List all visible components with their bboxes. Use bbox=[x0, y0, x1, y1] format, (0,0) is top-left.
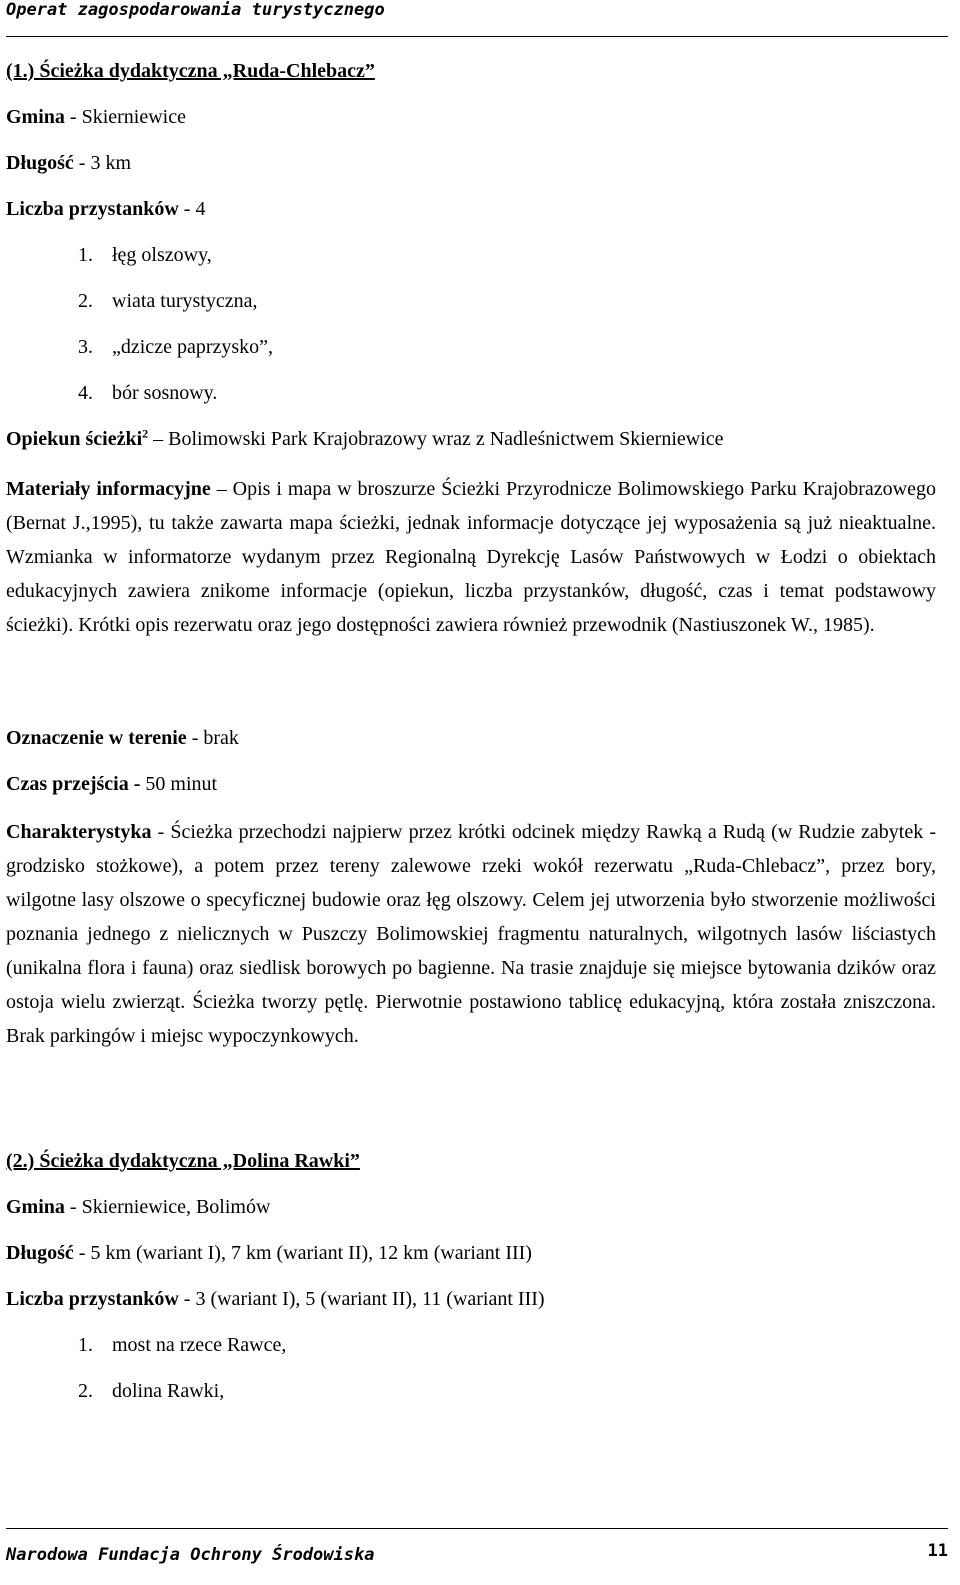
footer-divider bbox=[6, 1528, 948, 1529]
list-item-text: dolina Rawki, bbox=[112, 1380, 225, 1402]
przystanki-label: Liczba przystanków bbox=[6, 1288, 179, 1310]
gmina-label: Gmina bbox=[6, 106, 65, 128]
header-divider bbox=[6, 36, 948, 37]
list-item-text: bór sosnowy. bbox=[112, 382, 218, 404]
running-header: Operat zagospodarowania turystycznego bbox=[6, 0, 385, 20]
list-item-number: 1. bbox=[78, 1334, 93, 1356]
trail2-przystanki bbox=[6, 1288, 545, 1311]
page-number: 11 bbox=[927, 1541, 948, 1561]
materialy-label: Materiały informacyjne bbox=[6, 478, 211, 500]
dlugosc-label: Długość bbox=[6, 152, 74, 174]
dlugosc-value: - 5 km (wariant I), 7 km (wariant II), 12 km (wariant III) bbox=[73, 1242, 532, 1264]
trail2-gmina bbox=[6, 1196, 270, 1219]
czas-value: 50 minut bbox=[140, 773, 218, 795]
trail2-dlugosc bbox=[6, 1242, 532, 1265]
trail2-heading: (2.) Ścieżka dydaktyczna „Dolina Rawki” bbox=[6, 1150, 360, 1172]
list-item-text: „dzicze paprzysko”, bbox=[112, 336, 274, 358]
list-item bbox=[78, 244, 212, 267]
trail1-gmina bbox=[6, 106, 186, 129]
gmina-value: - Skierniewice, Bolimów bbox=[64, 1196, 271, 1218]
list-item-text: most na rzece Rawce, bbox=[112, 1334, 287, 1356]
opiekun-label-text: Opiekun ścieżki bbox=[6, 428, 143, 450]
oznaczenie-label: Oznaczenie w terenie bbox=[6, 727, 187, 749]
charakterystyka-value: - Ścieżka przechodzi najpierw przez krótki odcinek między Rawką a Rudą (w Rudzie zabytek - grodzisko stożkowe), a potem przez tereny zalewowe rzeki wokół rezerwatu „Ruda-Chlebacz”, przez bory, wilgotne lasy olszowe o specyficznej budowie oraz łęg olszowy. Celem jej utworzenia było stworzenie możliwości poznania jednego z nielicznych w Puszczy Bolimowskiej fragmentu naturalnych, wilgotnych lasów liściastych (unikalna flora i fauna) oraz siedlisk borowych po bagienne. Na trasie znajduje się miejsce bytowania dzików oraz ostoja wielu zwierząt. Ścieżka tworzy pętlę. Pierwotnie postawiono tablicę edukacyjną, która została zniszczona. Brak parkingów i miejsc wypoczynkowych. bbox=[6, 821, 936, 1047]
list-item-text: wiata turystyczna, bbox=[112, 290, 258, 312]
materialy-value: – Opis i mapa w broszurze Ścieżki Przyrodnicze Bolimowskiego Parku Krajobrazowego (Bernat J.,1995), tu także zawarta mapa ścieżki, jednak informacje dotyczące jej wyposażenia są już nieaktualne. Wzmianka w informatorze wydanym przez Regionalną Dyrekcję Lasów Państwowych w Łodzi o obiektach edukacyjnych zawiera znikome informacje (opiekun, liczba przystanków, długość, czas i temat podstawowy ścieżki). Krótki opis rezerwatu oraz jego dostępności zawiera również przewodnik (Nastiuszonek W., 1985). bbox=[6, 478, 936, 636]
list-item-number: 2. bbox=[78, 290, 93, 312]
list-item bbox=[78, 336, 273, 359]
list-item bbox=[78, 290, 258, 313]
trail1-czas bbox=[6, 773, 217, 796]
trail1-przystanki bbox=[6, 198, 205, 221]
list-item bbox=[78, 1334, 286, 1357]
czas-label: Czas przejścia - bbox=[6, 773, 141, 795]
footnote-marker: 2 bbox=[142, 426, 149, 441]
opiekun-label bbox=[6, 428, 148, 450]
trail1-oznaczenie bbox=[6, 727, 239, 750]
trail1-charakterystyka bbox=[6, 815, 936, 1053]
list-item-text: łęg olszowy, bbox=[112, 244, 212, 266]
przystanki-value: - 4 bbox=[178, 198, 206, 220]
list-item-number: 1. bbox=[78, 244, 93, 266]
list-item-number: 4. bbox=[78, 382, 93, 404]
gmina-label: Gmina bbox=[6, 1196, 65, 1218]
footer-organization: Narodowa Fundacja Ochrony Środowiska bbox=[6, 1545, 375, 1565]
list-item bbox=[78, 382, 217, 405]
charakterystyka-label: Charakterystyka bbox=[6, 821, 152, 843]
przystanki-value: - 3 (wariant I), 5 (wariant II), 11 (wariant III) bbox=[178, 1288, 545, 1310]
list-item bbox=[78, 1380, 224, 1403]
przystanki-label: Liczba przystanków bbox=[6, 198, 179, 220]
trail1-heading: (1.) Ścieżka dydaktyczna „Ruda-Chlebacz” bbox=[6, 60, 375, 82]
opiekun-value: – Bolimowski Park Krajobrazowy wraz z Nadleśnictwem Skierniewice bbox=[148, 428, 724, 450]
oznaczenie-value: - brak bbox=[186, 727, 239, 749]
trail1-materialy bbox=[6, 472, 936, 642]
trail1-opiekun bbox=[6, 428, 724, 451]
trail1-dlugosc bbox=[6, 152, 131, 175]
list-item-number: 2. bbox=[78, 1380, 93, 1402]
gmina-value: - Skierniewice bbox=[64, 106, 186, 128]
dlugosc-value: - 3 km bbox=[73, 152, 132, 174]
list-item-number: 3. bbox=[78, 336, 93, 358]
dlugosc-label: Długość bbox=[6, 1242, 74, 1264]
